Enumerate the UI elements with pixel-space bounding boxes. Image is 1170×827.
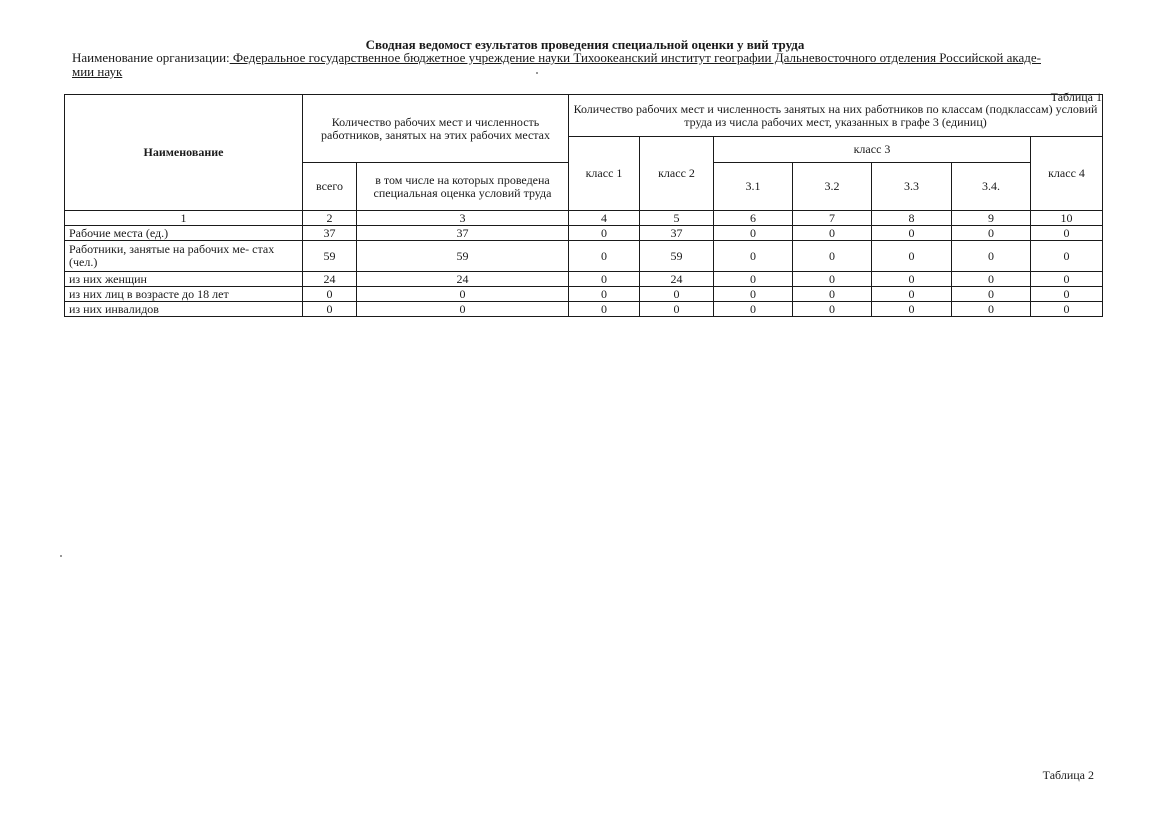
header-total: всего: [303, 163, 357, 211]
column-number: 9: [952, 211, 1031, 226]
cell-value: 0: [714, 302, 793, 317]
cell-value: 0: [640, 287, 714, 302]
cell-value: 37: [303, 226, 357, 241]
row-label: из них женщин: [65, 272, 303, 287]
header-sub-3-4: 3.4.: [952, 163, 1031, 211]
row-label: из них лиц в возрасте до 18 лет: [65, 287, 303, 302]
cell-value: 0: [640, 302, 714, 317]
cell-value: 0: [1031, 241, 1103, 272]
header-group-workplaces: Количество рабочих мест и численность работников, занятых на этих рабочих местах: [303, 95, 569, 163]
table-row: [65, 287, 1103, 302]
row-label: Работники, занятые на рабочих ме- стах (чел.): [65, 241, 303, 272]
cell-value: 0: [793, 287, 872, 302]
organization-line: [72, 51, 1102, 79]
table-row: [65, 226, 1103, 241]
cell-value: 0: [872, 226, 952, 241]
column-number: 10: [1031, 211, 1103, 226]
cell-value: 0: [872, 287, 952, 302]
cell-value: 0: [357, 287, 569, 302]
header-group-classes: Количество рабочих мест и численность занятых на них работников по классам (подклассам) условий труда из числа рабочих мест, указанных в графе 3 (единиц): [569, 95, 1103, 137]
header-assessed: в том числе на которых проведена специальная оценка условий труда: [357, 163, 569, 211]
table-row: [65, 241, 1103, 272]
cell-value: 24: [303, 272, 357, 287]
cell-value: 0: [714, 272, 793, 287]
cell-value: 0: [872, 241, 952, 272]
scan-speck: [60, 555, 62, 557]
cell-value: 0: [1031, 287, 1103, 302]
table-row: [65, 302, 1103, 317]
cell-value: 0: [793, 226, 872, 241]
cell-value: 59: [640, 241, 714, 272]
row-label: Рабочие места (ед.): [65, 226, 303, 241]
summary-table: [64, 94, 1103, 317]
column-number: 6: [714, 211, 793, 226]
column-number: 3: [357, 211, 569, 226]
cell-value: 0: [303, 302, 357, 317]
header-class3: класс 3: [714, 137, 1031, 163]
cell-value: 0: [952, 272, 1031, 287]
cell-value: 0: [569, 241, 640, 272]
organization-name-line1: Федеральное государственное бюджетное учреждение науки Тихоокеанский институт географии Дальневосточного отделения Российской акаде-: [229, 50, 1041, 65]
column-number: 2: [303, 211, 357, 226]
cell-value: 0: [793, 302, 872, 317]
cell-value: 59: [357, 241, 569, 272]
scan-speck: [536, 72, 538, 74]
cell-value: 24: [640, 272, 714, 287]
column-number: 8: [872, 211, 952, 226]
cell-value: 0: [1031, 302, 1103, 317]
cell-value: 0: [952, 226, 1031, 241]
row-label: из них инвалидов: [65, 302, 303, 317]
cell-value: 0: [872, 302, 952, 317]
column-number: 7: [793, 211, 872, 226]
cell-value: 0: [1031, 226, 1103, 241]
header-sub-3-3: 3.3: [872, 163, 952, 211]
header-class2: класс 2: [640, 137, 714, 211]
document-title: Сводная ведомост езультатов проведения специальной оценки у вий труда: [365, 37, 805, 52]
organization-label: Наименование организации:: [72, 50, 230, 65]
cell-value: 0: [569, 272, 640, 287]
cell-value: 37: [640, 226, 714, 241]
header-class4: класс 4: [1031, 137, 1103, 211]
cell-value: 0: [1031, 272, 1103, 287]
cell-value: 0: [569, 226, 640, 241]
cell-value: 0: [952, 241, 1031, 272]
header-sub-3-1: 3.1: [714, 163, 793, 211]
cell-value: 0: [569, 287, 640, 302]
header-sub-3-2: 3.2: [793, 163, 872, 211]
column-number: 5: [640, 211, 714, 226]
cell-value: 0: [357, 302, 569, 317]
cell-value: 0: [952, 302, 1031, 317]
cell-value: 0: [793, 241, 872, 272]
cell-value: 0: [714, 241, 793, 272]
cell-value: 0: [569, 302, 640, 317]
cell-value: 0: [303, 287, 357, 302]
column-number-row: [65, 211, 1103, 226]
column-number: 4: [569, 211, 640, 226]
cell-value: 0: [952, 287, 1031, 302]
cell-value: 0: [714, 287, 793, 302]
cell-value: 37: [357, 226, 569, 241]
table-row: [65, 272, 1103, 287]
table2-label: Таблица 2: [1042, 768, 1094, 782]
cell-value: 59: [303, 241, 357, 272]
cell-value: 24: [357, 272, 569, 287]
cell-value: 0: [793, 272, 872, 287]
header-name: Наименование: [65, 95, 303, 211]
column-number: 1: [65, 211, 303, 226]
organization-name-line2: мии наук: [72, 64, 123, 79]
cell-value: 0: [872, 272, 952, 287]
cell-value: 0: [714, 226, 793, 241]
table1-label: Таблица 1: [1050, 90, 1102, 104]
header-class1: класс 1: [569, 137, 640, 211]
